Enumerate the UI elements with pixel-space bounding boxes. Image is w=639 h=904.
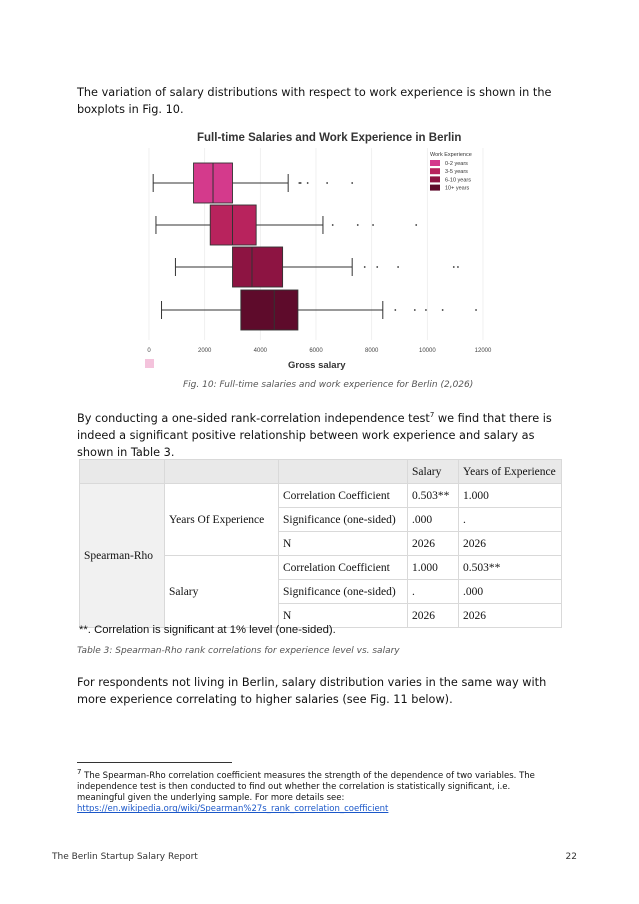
footnote <box>77 767 552 816</box>
legend <box>430 152 472 192</box>
x-tick-label: 12000 <box>474 348 492 354</box>
chart-title: Full-time Salaries and Work Experience in Berlin <box>197 132 462 144</box>
x-axis-ticks <box>147 348 492 354</box>
cell-salary: . <box>408 580 459 604</box>
table-note: **. Correlation is significant at 1% level (one-sided). <box>79 624 336 636</box>
outlier-point <box>475 309 477 311</box>
x-tick-label: 2000 <box>197 348 212 354</box>
outlier-point <box>453 266 455 268</box>
outlier-point <box>372 224 374 226</box>
boxplot-chart <box>140 128 508 375</box>
x-tick-label: 0 <box>147 348 151 354</box>
outlier-point <box>394 309 396 311</box>
x-tick-label: 6000 <box>309 348 323 354</box>
outlier-point <box>307 182 309 184</box>
paragraph-non-berlin: For respondents not living in Berlin, salary distribution varies in the same way with more experience correlating to higher salaries (see Fig. 11 below). <box>77 676 547 706</box>
outlier-point <box>442 309 444 311</box>
cell-years: 2026 <box>459 532 562 556</box>
legend-label: 3-5 years <box>445 169 468 176</box>
x-axis-label: Gross salary <box>288 360 346 371</box>
box <box>233 247 283 287</box>
box <box>210 205 256 245</box>
legend-swatch <box>430 168 440 174</box>
paragraph-correlation <box>77 407 567 461</box>
box <box>241 290 298 330</box>
cell-salary: 0.503** <box>408 484 459 508</box>
cell-years: .000 <box>459 580 562 604</box>
header-years: Years of Experience <box>459 460 562 484</box>
paragraph-correlation-end: we find that there is indeed a significant positive relationship between work experience and salary as shown in Table 3. <box>77 411 552 459</box>
outlier-point <box>351 182 353 184</box>
table-row <box>80 484 562 508</box>
footnote-link[interactable]: https://en.wikipedia.org/wiki/Spearman%27s_rank_correlation_coefficient <box>77 804 389 815</box>
x-tick-label: 4000 <box>253 348 268 354</box>
cell-years: . <box>459 508 562 532</box>
page-number: 22 <box>565 852 577 862</box>
row-label: Significance (one-sided) <box>279 580 408 604</box>
legend-label: 0-2 years <box>445 161 468 167</box>
outlier-point <box>364 266 366 268</box>
header-salary: Salary <box>408 460 459 484</box>
box-series <box>156 205 417 245</box>
box-series <box>153 163 353 203</box>
footnote-text: The Spearman-Rho correlation coefficient measures the strength of the dependence of two variables. The independence test is then conducted to find out whether the correlation is statistically significant, i.e. meaningful given the underlying sample. For more details see: <box>77 770 535 804</box>
row-label: Correlation Coefficient <box>279 484 408 508</box>
small-logo-mark <box>145 359 154 368</box>
legend-label: 10+ years <box>445 185 470 192</box>
cell-salary: .000 <box>408 508 459 532</box>
outlier-point <box>300 182 302 184</box>
outlier-point <box>326 182 328 184</box>
outlier-point <box>357 224 359 226</box>
row-label: N <box>279 604 408 628</box>
intro-paragraph: The variation of salary distributions with respect to work experience is shown in the boxplots in Fig. 10. <box>77 86 552 116</box>
cell-years: 2026 <box>459 604 562 628</box>
cell-salary: 2026 <box>408 604 459 628</box>
spearman-table <box>79 459 562 628</box>
method-cell: Spearman-Rho <box>80 484 165 628</box>
box-series <box>175 247 458 287</box>
legend-label: 6-10 years <box>445 177 471 184</box>
group-name: Salary <box>165 556 279 628</box>
cell-salary: 1.000 <box>408 556 459 580</box>
outlier-point <box>414 309 416 311</box>
figure-caption: Fig. 10: Full-time salaries and work experience for Berlin (2,026) <box>183 380 474 390</box>
legend-title: Work Experience <box>430 152 472 158</box>
footnote-number: 7 <box>77 768 82 776</box>
group-name: Years Of Experience <box>165 484 279 556</box>
row-label: N <box>279 532 408 556</box>
outlier-point <box>376 266 378 268</box>
legend-swatch <box>430 160 440 166</box>
table-header-row <box>80 460 562 484</box>
table-caption: Table 3: Spearman-Rho rank correlations for experience level vs. salary <box>77 646 400 656</box>
outlier-point <box>457 266 459 268</box>
x-tick-label: 8000 <box>364 348 379 354</box>
outlier-point <box>415 224 417 226</box>
paragraph-correlation-start: By conducting a one-sided rank-correlation independence test <box>77 411 430 425</box>
outlier-point <box>425 309 427 311</box>
cell-years: 1.000 <box>459 484 562 508</box>
row-label: Correlation Coefficient <box>279 556 408 580</box>
footer-title: The Berlin Startup Salary Report <box>52 852 198 862</box>
footnote-ref[interactable]: 7 <box>429 411 435 419</box>
legend-swatch <box>430 176 440 182</box>
x-tick-label: 10000 <box>418 348 436 354</box>
legend-swatch <box>430 185 440 191</box>
cell-years: 0.503** <box>459 556 562 580</box>
chart-boxes <box>153 163 477 330</box>
footnote-divider <box>77 762 232 763</box>
row-label: Significance (one-sided) <box>279 508 408 532</box>
outlier-point <box>397 266 399 268</box>
cell-salary: 2026 <box>408 532 459 556</box>
outlier-point <box>332 224 334 226</box>
box-series <box>162 290 477 330</box>
